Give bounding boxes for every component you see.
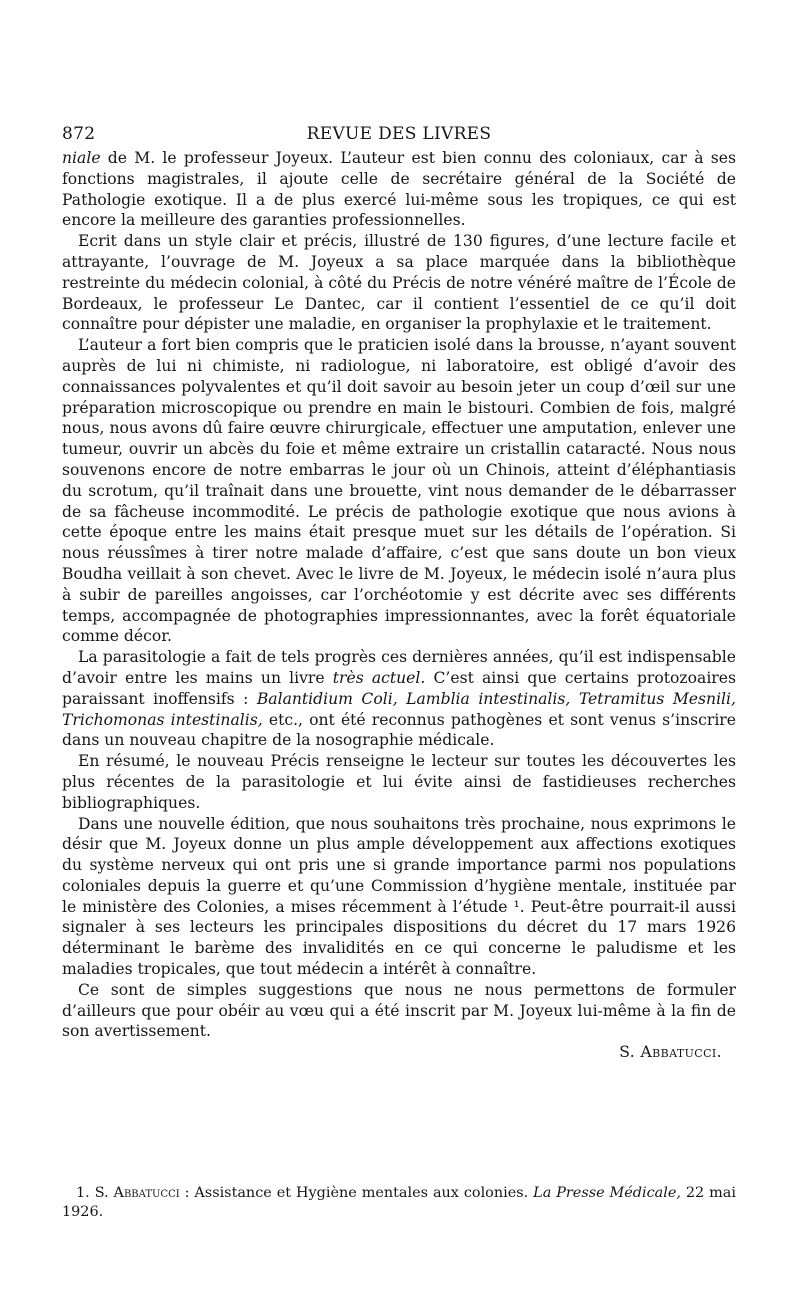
- paragraph-5: [62, 751, 736, 813]
- paragraph-7: [62, 980, 736, 1042]
- paragraph-2: [62, 231, 736, 335]
- signature-line: [62, 1042, 736, 1063]
- article-body: [62, 148, 736, 1063]
- footnote-marker: 1.: [76, 1185, 90, 1201]
- text-run: C’est ainsi que certains protozoaires paraissant inoffensifs :: [62, 668, 736, 708]
- text-run: En résumé, le nouveau Précis renseigne le lecteur sur toutes les découvertes les plus récentes de la parasitologie et lui évite ainsi de fastidieuses recherches bibliographiques.: [62, 752, 736, 812]
- text-run: Dans une nouvelle édition, que nous souhaitons très prochaine, nous exprimons le désir que M. Joyeux donne un plus ample développement aux affections exotiques du système nerveux qui ont pris une si grande importance parmi nos populations coloniales depuis la guerre et qu’une Commission d’hygiène mentale, instituée par le ministère des Colonies, a mises récemment à l’étude ¹. Peut-être pourrait-il aussi signaler à ses lecteurs les principales dispositions du décret du 17 mars 1926 déterminant le barème des invalidités en ce qui concerne le paludisme et les maladies tropicales, que tout médecin a intérêt à connaître.: [62, 814, 736, 979]
- text-run: Ecrit dans un style clair et précis, illustré de 130 figures, d’une lecture facile et attrayante, l’ouvrage de M. Joyeux a sa place marquée dans la bibliothèque restreinte du médecin colonial, à côté du Précis de notre vénéré maître de l’École de Bordeaux, le professeur Le Dantec, car il contient l’essentiel de ce qu’il doit connaître pour dépister une maladie, en organiser la prophylaxie et le traitement.: [62, 232, 736, 334]
- footnote-date: 22 mai 1926.: [62, 1185, 736, 1220]
- running-title: REVUE DES LIVRES: [306, 124, 492, 144]
- footnote: [62, 1184, 736, 1222]
- footnote-text: [62, 1184, 736, 1222]
- footnote-title: : Assistance et Hygiène mentales aux colonies.: [179, 1185, 534, 1201]
- text-run: L’auteur a fort bien compris que le praticien isolé dans la brousse, n’ayant souvent auprès de lui ni chimiste, ni radiologue, ni laboratoire, est obligé d’avoir des connaissances polyvalentes et qu’il doit savoir au besoin jeter un coup d’œil sur une préparation microscopique ou prendre en main le bistouri. Combien de fois, malgré nous, nous avons dû faire œuvre chirurgicale, effectuer une amputation, enlever une tumeur, ouvrir un abcès du foie et même extraire un cristallin cataracté. Nous nous souvenons encore de notre embarras le jour où un Chinois, atteint d’éléphantiasis du scrotum, qu’il traînait dans une brouette, vint nous demander de le débarrasser de sa fâcheuse incommodité. Le précis de pathologie exotique que nous avions à cette époque entre les mains était presque muet sur les détails de l’opération. Si nous réussîmes à tirer notre malade d’affaire, c’est que sans doute un bon vieux Boudha veillait à son chevet. Avec le livre de M. Joyeux, le médecin isolé n’aura plus à subir de pareilles angoisses, car l’orchéotomie y est décrite avec ses différents temps, accompagnée de photographies impressionnantes, avec la forêt équatoriale comme décor.: [62, 336, 736, 646]
- paragraph-6: [62, 814, 736, 980]
- text-run: Ce sont de simples suggestions que nous ne nous permettons de formuler d’ailleurs que pour obéir au vœu qui a été inscrit par M. Joyeux lui-même à la fin de son avertissement.: [62, 980, 736, 1041]
- footnote-journal: La Presse Médicale,: [533, 1185, 681, 1201]
- paragraph-3: [62, 335, 736, 647]
- text-run: de M. le professeur Joyeux. L’auteur est bien connu des coloniaux, car à ses fonctions magistrales, il ajoute celle de secrétaire général de la Société de Pathologie exotique. Il a de plus exercé lui-même sous les tropiques, ce qui est encore la meilleure des garanties professionnelles.: [62, 149, 736, 230]
- text-run: etc., ont été reconnus pathogènes et sont venus s’inscrire dans un nouveau chapitre de la nosographie médicale.: [62, 710, 736, 750]
- signature: S. Abbatucci.: [619, 1043, 722, 1062]
- text-run: La parasitologie a fait de tels progrès ces dernières années, qu’il est indispensable d’avoir entre les mains un livre: [62, 648, 736, 687]
- italic-text: très actuel.: [332, 668, 426, 687]
- page-number: 872: [62, 124, 96, 144]
- italic-text: Balantidium Coli, Lamblia intestinalis, Tetramitus Mesnili, Trichomonas intestinalis,: [62, 689, 736, 729]
- paragraph-4: [62, 647, 736, 751]
- running-header: [62, 118, 736, 148]
- paragraph-1: [62, 148, 736, 231]
- italic-text: niale: [62, 149, 101, 167]
- footnote-author: S. Abbatucci: [94, 1185, 180, 1201]
